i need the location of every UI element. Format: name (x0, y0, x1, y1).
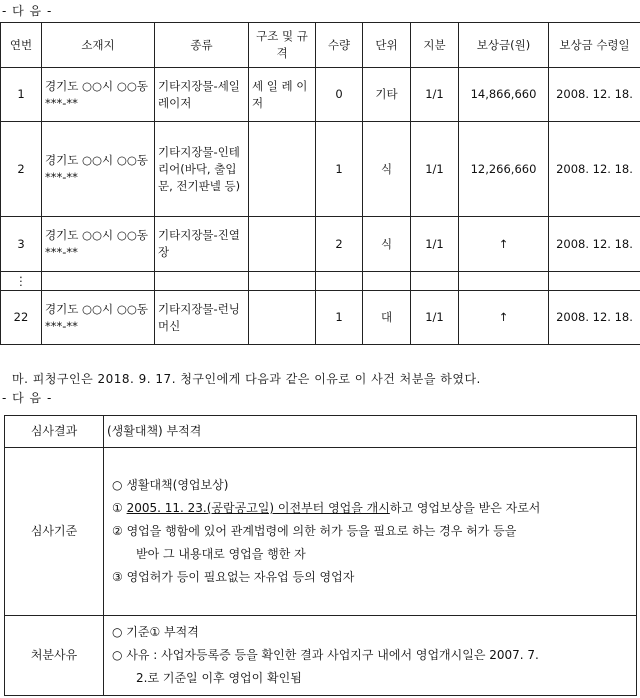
cell-kind: 기타지장물-인테리어(바닥, 출입문, 전기판넬 등) (155, 122, 249, 217)
cell-amount (459, 272, 549, 291)
cell-unit: 대 (363, 291, 411, 345)
criteria-item-3: ③ 영업허가 등이 필요없는 자유업 등의 영업자 (112, 570, 355, 584)
result-row (5, 416, 637, 448)
cell-amount: 12,266,660 (459, 122, 549, 217)
cell-share: 1/1 (411, 68, 459, 122)
criteria-title: ○ 생활대책(영업보상) (112, 478, 229, 492)
cell-date: 2008. 12. 18. (549, 217, 640, 272)
cell-date: 2008. 12. 18. (549, 291, 640, 345)
header-date: 보상금 수령일 (549, 23, 640, 68)
reason-content (104, 616, 637, 696)
cell-quantity: 1 (316, 122, 363, 217)
header-quantity: 수량 (316, 23, 363, 68)
reason-row (5, 616, 637, 696)
result-value: (생활대책) 부적격 (104, 416, 637, 448)
reason-label: 처분사유 (5, 616, 104, 696)
cell-kind: 기타지장물-진열장 (155, 217, 249, 272)
cell-no: 2 (1, 122, 42, 217)
cell-location: 경기도 ○○시 ○○동 ***-** (42, 291, 155, 345)
cell-amount: 14,866,660 (459, 68, 549, 122)
cell-location: 경기도 ○○시 ○○동 ***-** (42, 68, 155, 122)
cell-date: 2008. 12. 18. (549, 122, 640, 217)
cell-unit: 식 (363, 122, 411, 217)
criteria-content (104, 448, 637, 616)
cell-location: 경기도 ○○시 ○○동 ***-** (42, 122, 155, 217)
cell-share: 1/1 (411, 291, 459, 345)
cell-unit: 기타 (363, 68, 411, 122)
cell-no: ⋮ (1, 272, 42, 291)
table-row-ellipsis (1, 272, 640, 291)
table-row (1, 122, 640, 217)
table-row (1, 68, 640, 122)
heading-following-2: - 다 음 - (2, 391, 53, 405)
header-no: 연번 (1, 23, 42, 68)
compensation-table (0, 22, 640, 345)
reason-item-2-cont: 2.로 기준일 이후 영업이 확인됨 (136, 671, 302, 685)
cell-share: 1/1 (411, 217, 459, 272)
cell-quantity: 2 (316, 217, 363, 272)
criteria-item-1 (112, 497, 633, 520)
cell-unit (363, 272, 411, 291)
cell-no: 3 (1, 217, 42, 272)
header-structure: 구조 및 규격 (249, 23, 316, 68)
header-share: 지분 (411, 23, 459, 68)
criteria-row (5, 448, 637, 616)
cell-amount: ↑ (459, 291, 549, 345)
cell-no: 22 (1, 291, 42, 345)
cell-structure (249, 217, 316, 272)
heading-following-1: - 다 음 - (2, 4, 53, 18)
cell-unit: 식 (363, 217, 411, 272)
cell-kind: 기타지장물-런닝머신 (155, 291, 249, 345)
criteria-item-1-rest: 하고 영업보상을 받은 자로서 (389, 501, 541, 515)
cell-no: 1 (1, 68, 42, 122)
disposition-paragraph: 마. 피청구인은 2018. 9. 17. 청구인에게 다음과 같은 이유로 이 사건 처분을 하였다. (12, 372, 481, 386)
cell-quantity: 1 (316, 291, 363, 345)
criteria-item-2: ② 영업을 행함에 있어 관계법령에 의한 허가 등을 필요로 하는 경우 허가 등을 (112, 524, 517, 538)
table-row (1, 217, 640, 272)
cell-structure (249, 291, 316, 345)
cell-kind (155, 272, 249, 291)
result-label: 심사결과 (5, 416, 104, 448)
cell-date: 2008. 12. 18. (549, 68, 640, 122)
cell-quantity: 0 (316, 68, 363, 122)
header-amount: 보상금(원) (459, 23, 549, 68)
cell-kind: 기타지장물-세일레이저 (155, 68, 249, 122)
criteria-item-1-underlined: 2005. 11. 23.(공람공고일) 이전부터 영업을 개시 (126, 501, 390, 515)
review-table (4, 415, 637, 696)
header-unit: 단위 (363, 23, 411, 68)
cell-amount: ↑ (459, 217, 549, 272)
criteria-item-2-cont: 받아 그 내용대로 영업을 행한 자 (136, 547, 306, 561)
reason-item-1: ○ 기준① 부적격 (112, 625, 199, 639)
criteria-item-1-number: ① (112, 501, 123, 515)
header-kind: 종류 (155, 23, 249, 68)
table-row (1, 291, 640, 345)
cell-structure (249, 122, 316, 217)
cell-share: 1/1 (411, 122, 459, 217)
cell-location: 경기도 ○○시 ○○동 ***-** (42, 217, 155, 272)
header-location: 소재지 (42, 23, 155, 68)
cell-structure (249, 272, 316, 291)
cell-date (549, 272, 640, 291)
cell-share (411, 272, 459, 291)
cell-location (42, 272, 155, 291)
criteria-label: 심사기준 (5, 448, 104, 616)
cell-quantity (316, 272, 363, 291)
reason-item-2: ○ 사유 : 사업자등록증 등을 확인한 결과 사업지구 내에서 영업개시일은 2007. 7. (112, 648, 539, 662)
table-header-row (1, 23, 640, 68)
cell-structure: 세 일 레 이저 (249, 68, 316, 122)
